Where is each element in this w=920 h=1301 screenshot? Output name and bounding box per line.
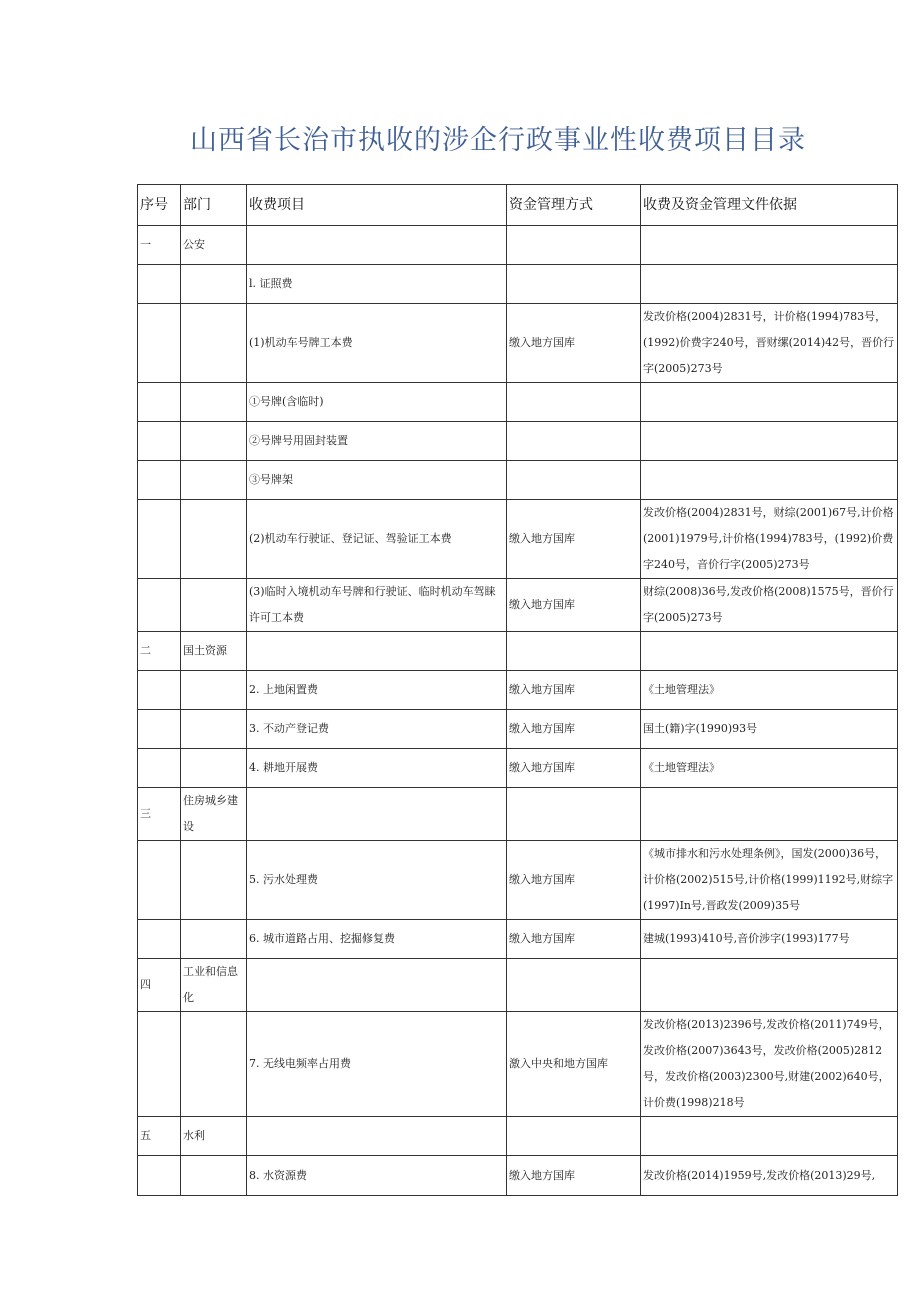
cell-basis: 发改价格(2004)2831号，计价格(1994)783号，(1992)价费字240号，晋财缧(2014)42号，晋价行字(2005)273号 <box>641 304 898 383</box>
cell-mgmt: 缴入地方国库 <box>507 500 641 579</box>
cell-item: l. 证照费 <box>247 265 507 304</box>
cell-seq <box>138 579 181 632</box>
cell-basis <box>641 383 898 422</box>
cell-mgmt: 缴入地方国库 <box>507 579 641 632</box>
cell-dept <box>181 1012 247 1117</box>
cell-seq <box>138 841 181 920</box>
table-row <box>138 959 898 1012</box>
cell-item: (1)机动车号牌工本费 <box>247 304 507 383</box>
cell-seq <box>138 1156 181 1196</box>
cell-seq <box>138 461 181 500</box>
cell-basis: 建城(1993)410号,音价涉字(1993)177号 <box>641 920 898 959</box>
cell-seq: 一 <box>138 226 181 265</box>
header-seq: 序号 <box>138 185 181 226</box>
cell-dept: 水利 <box>181 1117 247 1156</box>
cell-seq <box>138 500 181 579</box>
cell-basis: 财综(2008)36号,发改价格(2008)1575号，晋价行字(2005)273号 <box>641 579 898 632</box>
cell-seq <box>138 749 181 788</box>
page-title: 山西省长治市执收的涉企行政事业性收费项目目录 <box>190 125 806 156</box>
table-row <box>138 500 898 579</box>
cell-item <box>247 632 507 671</box>
cell-mgmt: 缴入地方国库 <box>507 671 641 710</box>
cell-dept <box>181 841 247 920</box>
cell-mgmt: 缴入地方国库 <box>507 710 641 749</box>
cell-mgmt: 缴入地方国库 <box>507 304 641 383</box>
table-row <box>138 461 898 500</box>
cell-mgmt: 缴入地方国库 <box>507 1156 641 1196</box>
table-row <box>138 304 898 383</box>
cell-seq: 五 <box>138 1117 181 1156</box>
cell-mgmt <box>507 1117 641 1156</box>
cell-mgmt <box>507 788 641 841</box>
table-row <box>138 710 898 749</box>
cell-item <box>247 959 507 1012</box>
table-row <box>138 1012 898 1117</box>
cell-basis: 《土地管理法》 <box>641 749 898 788</box>
cell-item: 3. 不动产登记费 <box>247 710 507 749</box>
cell-basis <box>641 632 898 671</box>
cell-item: 8. 水资源费 <box>247 1156 507 1196</box>
cell-item <box>247 1117 507 1156</box>
cell-item: 2. 上地闲置费 <box>247 671 507 710</box>
cell-basis: 《土地管理法》 <box>641 671 898 710</box>
cell-basis: 发改价格(2004)2831号，财综(2001)67号,计价格(2001)1979号,计价格(1994)783号，(1992)价费字240号，音价行字(2005)273号 <box>641 500 898 579</box>
cell-basis <box>641 959 898 1012</box>
table-row <box>138 1117 898 1156</box>
cell-item: 7. 无线电频率占用费 <box>247 1012 507 1117</box>
cell-mgmt <box>507 265 641 304</box>
header-mgmt: 资金管理方式 <box>507 185 641 226</box>
cell-item: ③号牌架 <box>247 461 507 500</box>
cell-basis <box>641 422 898 461</box>
cell-item: (3)临时入境机动车号牌和行驶证、临时机动车驾睐许可工本费 <box>247 579 507 632</box>
table-row <box>138 265 898 304</box>
cell-dept <box>181 500 247 579</box>
cell-basis <box>641 265 898 304</box>
cell-item: ①号牌(含临时) <box>247 383 507 422</box>
cell-dept <box>181 422 247 461</box>
cell-dept: 国土资源 <box>181 632 247 671</box>
cell-seq: 二 <box>138 632 181 671</box>
table-row <box>138 1156 898 1196</box>
cell-item: ②号牌号用固封装置 <box>247 422 507 461</box>
cell-item: 6. 城市道路占用、挖掘修复费 <box>247 920 507 959</box>
cell-seq: 四 <box>138 959 181 1012</box>
table-header-row <box>138 185 898 226</box>
header-basis: 收费及资金管理文件依据 <box>641 185 898 226</box>
cell-dept <box>181 579 247 632</box>
cell-mgmt <box>507 422 641 461</box>
cell-mgmt: 缴入地方国库 <box>507 749 641 788</box>
cell-basis <box>641 461 898 500</box>
table-row <box>138 383 898 422</box>
cell-dept <box>181 461 247 500</box>
cell-dept <box>181 749 247 788</box>
cell-mgmt: 激入中央和地方国库 <box>507 1012 641 1117</box>
cell-mgmt: 缴入地方国库 <box>507 920 641 959</box>
cell-seq <box>138 383 181 422</box>
cell-seq <box>138 671 181 710</box>
header-item: 收费项目 <box>247 185 507 226</box>
cell-basis: 国土(籍)字(1990)93号 <box>641 710 898 749</box>
cell-dept: 住房城乡建设 <box>181 788 247 841</box>
cell-seq <box>138 710 181 749</box>
cell-basis <box>641 226 898 265</box>
cell-item: 4. 耕地开展费 <box>247 749 507 788</box>
cell-seq <box>138 920 181 959</box>
cell-dept <box>181 383 247 422</box>
cell-mgmt <box>507 226 641 265</box>
cell-item: 5. 污水处理费 <box>247 841 507 920</box>
cell-dept <box>181 304 247 383</box>
fee-table <box>137 184 898 1196</box>
cell-mgmt <box>507 383 641 422</box>
cell-dept: 工业和信息化 <box>181 959 247 1012</box>
cell-dept <box>181 1156 247 1196</box>
table-row <box>138 632 898 671</box>
cell-dept <box>181 710 247 749</box>
cell-item <box>247 226 507 265</box>
table-row <box>138 841 898 920</box>
cell-dept: 公安 <box>181 226 247 265</box>
cell-mgmt <box>507 461 641 500</box>
cell-seq <box>138 304 181 383</box>
cell-basis: 发改价格(2013)2396号,发改价格(2011)749号，发改价格(2007)3643号，发改价格(2005)2812号，发改价格(2003)2300号,财建(2002)640号，计价费(1998)218号 <box>641 1012 898 1117</box>
cell-dept <box>181 920 247 959</box>
cell-basis: 发改价格(2014)1959号,发改价格(2013)29号, <box>641 1156 898 1196</box>
cell-mgmt <box>507 959 641 1012</box>
cell-seq: 三 <box>138 788 181 841</box>
cell-seq <box>138 265 181 304</box>
cell-seq <box>138 1012 181 1117</box>
table-row <box>138 422 898 461</box>
table-row <box>138 671 898 710</box>
cell-mgmt: 缴入地方国库 <box>507 841 641 920</box>
header-dept: 部门 <box>181 185 247 226</box>
table-row <box>138 788 898 841</box>
cell-dept <box>181 671 247 710</box>
table-row <box>138 749 898 788</box>
cell-item <box>247 788 507 841</box>
cell-basis <box>641 788 898 841</box>
cell-dept <box>181 265 247 304</box>
cell-mgmt <box>507 632 641 671</box>
cell-basis <box>641 1117 898 1156</box>
cell-seq <box>138 422 181 461</box>
cell-basis: 《城市排水和污水处理条例》，国发(2000)36号，计价格(2002)515号,计价格(1999)1192号,财综字(1997)In号,晋政发(2009)35号 <box>641 841 898 920</box>
table-row <box>138 579 898 632</box>
table-row <box>138 920 898 959</box>
table-row <box>138 226 898 265</box>
cell-item: (2)机动车行驶证、登记证、驾验证工本费 <box>247 500 507 579</box>
